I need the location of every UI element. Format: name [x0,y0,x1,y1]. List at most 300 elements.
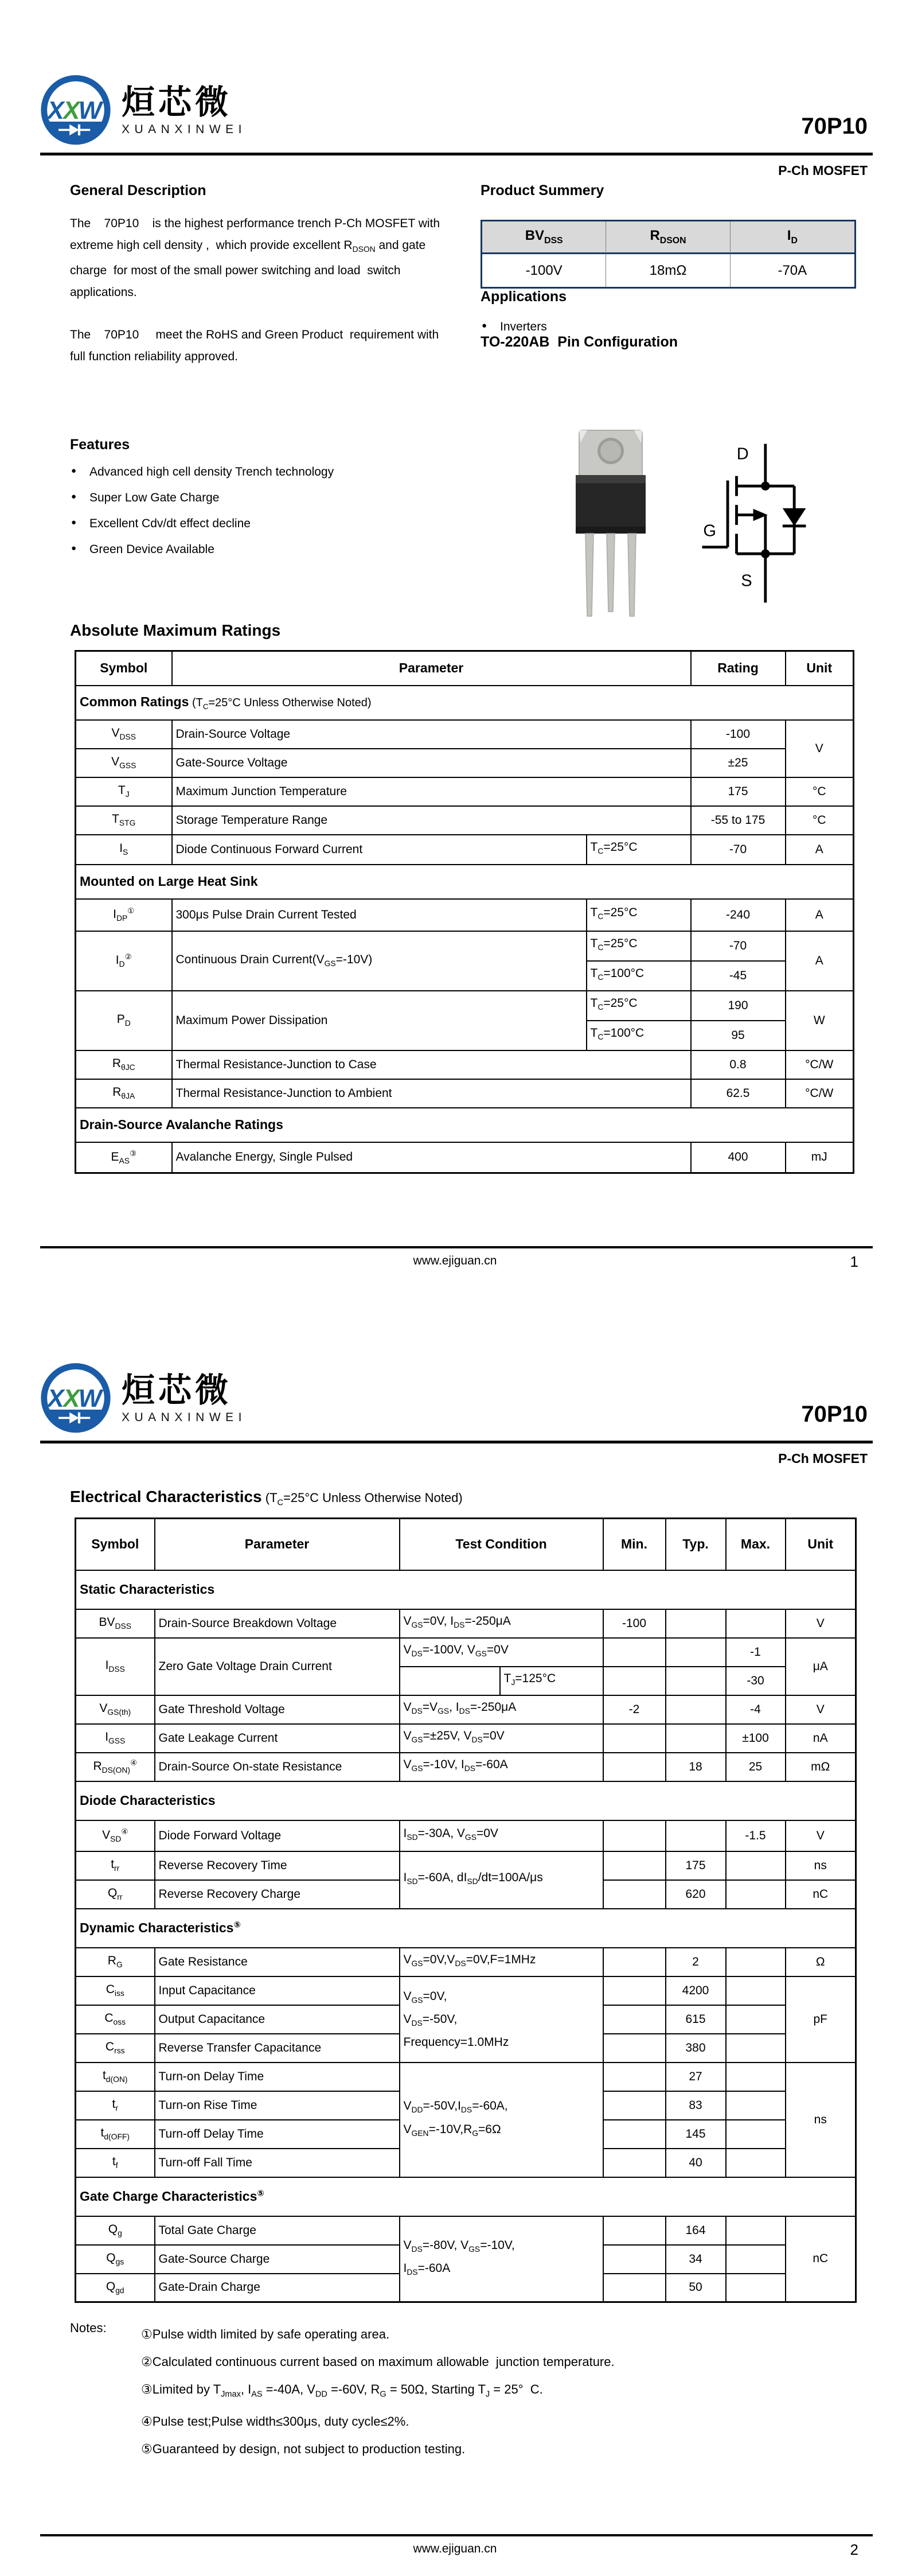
ec-crss-parameter: Reverse Transfer Capacitance [155,2034,400,2063]
section-title: Static Characteristics [80,1582,215,1597]
ec-rg-condition: $V_{GS}=0V,V_{DS}=0V,F=1MHz$ [400,1948,603,1976]
cell-empty [603,2274,666,2302]
ec-ciss-parameter: Input Capacitance [155,1976,400,2005]
logo-text [122,1361,247,1425]
features-title: Features [70,437,130,453]
ec-coss-symbol: $C_{oss}$ [76,2005,155,2034]
cell-empty [603,1976,666,2005]
gate-pin-label: G [703,522,717,540]
ec-qrr-typ: 620 [666,1880,726,1909]
datasheet-page-2 [0,1288,910,2576]
abs-idp-unit: A [786,899,854,931]
right-column [481,182,859,351]
ec-header-parameter: Parameter [155,1519,400,1570]
abs-pd-condition-25c: $T_C=25^\circ C$ [587,991,691,1021]
feature-item: ● Super Low Gate Charge [70,491,450,505]
ec-qg-symbol: $Q_g$ [76,2216,155,2245]
footer-website: www.ejiguan.cn [413,2542,497,2555]
ec-idss-symbol: $I_{DSS}$ [76,1638,155,1695]
cell-empty [603,2063,666,2091]
table-row [76,1638,856,1667]
ec-vsd-parameter: Diode Forward Voltage [155,1820,400,1851]
abs-idp-parameter: 300μs Pulse Drain Current Tested [172,899,587,931]
ec-qgd-typ: 50 [666,2274,726,2302]
abs-header-unit: Unit [786,651,854,686]
ec-tr-symbol: $t_r$ [76,2091,155,2120]
ec-header-typ: Typ. [666,1519,726,1570]
ec-header-min: Min. [603,1519,666,1570]
cell-empty [400,1667,500,1695]
cell-empty [666,1724,726,1753]
cell-empty [666,1609,726,1638]
cell-empty [726,1976,786,2005]
ec-igss-symbol: $I_{GSS}$ [76,1724,155,1753]
ec-section-static [76,1570,856,1609]
ec-qg-typ: 164 [666,2216,726,2245]
table-row [76,2063,856,2091]
cell-empty [726,2274,786,2302]
ec-section-dynamic [76,1909,856,1948]
abs-rthja-parameter: Thermal Resistance-Junction to Ambient [172,1079,691,1108]
table-header-row [76,1519,856,1570]
cell-empty [603,2120,666,2149]
summary-value-rdson: 18mΩ [606,254,730,287]
table-row [76,1820,856,1851]
cell-empty [666,1667,726,1695]
section-title: Diode Characteristics [80,1793,216,1808]
logo-letter-x1: X [47,97,64,125]
ec-vsd-condition: $I_{SD}=-30A$, $V_{GS}=0V$ [400,1820,603,1851]
ec-trr-parameter: Reverse Recovery Time [155,1851,400,1880]
ec-bvdss-parameter: Drain-Source Breakdown Voltage [155,1609,400,1638]
part-number: 70P10 [801,114,868,139]
cell-empty [603,2149,666,2177]
ec-trr-typ: 175 [666,1851,726,1880]
cell-empty [603,1851,666,1880]
logo-mark-icon [38,1361,114,1437]
to220-package-photo [568,426,654,621]
table-row [76,749,854,777]
ec-idss-max-1: -1 [726,1638,786,1667]
abs-is-symbol: $I_S$ [76,835,172,865]
drain-pin-label: D [736,445,749,464]
ec-qrr-parameter: Reverse Recovery Charge [155,1880,400,1909]
note-item: ②Calculated continuous current based on maximum allowable junction temperature. [141,2355,615,2369]
abs-tj-unit: °C [786,777,854,806]
abs-section-avalanche [76,1108,854,1142]
abs-tj-symbol: $T_J$ [76,777,172,806]
ec-coss-typ: 615 [666,2005,726,2034]
ec-tdon-symbol: $t_{d(ON)}$ [76,2063,155,2091]
summary-header-id: $I_D$ [731,221,854,254]
note-item: ③Limited by $T_{Jmax}$, $I_{AS} =-40A$, $V_{DD} =-60V$, $R_G = 50\Omega$, Starting $T_J = 25^\circ$ C. [141,2382,543,2399]
ec-tf-parameter: Turn-off Fall Time [155,2149,400,2177]
ec-tdoff-typ: 145 [666,2120,726,2149]
logo-letter-x2: X [63,97,80,125]
applications-list [481,320,859,334]
electrical-characteristics-title [70,1488,463,1507]
ec-rdson-condition: $V_{GS}=-10V$, $I_{DS}=-60A$ [400,1753,603,1781]
table-section-row [76,1108,854,1142]
device-type: P-Ch MOSFET [778,163,868,178]
abs-id-parameter: Continuous Drain $Current(V_{GS}=-10V)$ [172,931,587,991]
ec-title-note: ($T_C=25^\circ C$ Unless Otherwise Noted) [261,1491,463,1508]
ec-qgd-parameter: Gate-Drain Charge [155,2274,400,2302]
note-item: ⑤Guaranteed by design, not subject to production testing. [141,2442,466,2457]
abs-rthja-rating: 62.5 [691,1079,786,1108]
abs-pd-unit: W [786,991,854,1050]
cell-empty [603,2091,666,2120]
abs-vdss-rating: -100 [691,720,786,749]
abs-tstg-symbol: $T_{STG}$ [76,806,172,835]
table-row [76,1851,856,1880]
ec-idss-condition-1: $V_{DS}=-100V$, $V_{GS}=0V$ [400,1638,603,1667]
ec-crss-symbol: $C_{rss}$ [76,2034,155,2063]
table-row [76,1695,856,1724]
cell-empty [726,2005,786,2034]
ec-qgs-symbol: $Q_{gs}$ [76,2245,155,2274]
cell-empty [726,2091,786,2120]
notes-list [141,2321,615,2463]
footer-website: www.ejiguan.cn [413,1254,497,1267]
table-section-row [76,1909,856,1948]
ec-header-unit: Unit [786,1519,856,1570]
table-section-row [76,686,854,720]
abs-vgss-parameter: Gate-Source Voltage [172,749,691,777]
ec-qgd-symbol: $Q_{gd}$ [76,2274,155,2302]
ec-section-gate-charge [76,2177,856,2216]
table-section-row [76,1570,856,1609]
ec-rg-typ: 2 [666,1948,726,1976]
ec-bvdss-condition: $V_{GS}=0V$, $I_{DS}=-250\mu A$ [400,1609,603,1638]
cell-empty [726,2120,786,2149]
ec-header-condition: Test Condition [400,1519,603,1570]
cell-empty [726,2034,786,2063]
features-list [70,465,450,557]
abs-id-symbol: $I_D^②$ [76,931,172,991]
header-rule [40,1441,873,1443]
ec-idss-condition-2: $T_J=125^\circ C$ [500,1667,603,1695]
cell-empty [603,1753,666,1781]
cell-empty [603,2034,666,2063]
ec-rdson-unit: mΩ [786,1753,856,1781]
body-diode [783,508,806,526]
abs-vdss-parameter: Drain-Source Voltage [172,720,691,749]
cell-empty [726,2063,786,2091]
pin-configuration-title: TO-220AB Pin Configuration [481,334,678,350]
ec-rg-symbol: $R_G$ [76,1948,155,1976]
footer-rule [40,2534,873,2536]
cell-empty [726,1851,786,1880]
cell-empty [603,1820,666,1851]
abs-eas-parameter: Avalanche Energy, Single Pulsed [172,1142,691,1173]
table-row [76,1079,854,1108]
section-title: Gate Charge Characteristics⑤ [80,2189,264,2204]
ec-switching-unit: ns [786,2063,856,2177]
brand-name-en: XUANXINWEI [122,1411,247,1424]
logo-mark-icon [38,73,114,149]
ec-igss-max: ±100 [726,1724,786,1753]
cell-empty [603,2005,666,2034]
brand-name-cn: 烜芯微 [122,1372,232,1409]
feature-item: ● Excellent Cdv/dt effect decline [70,517,450,531]
table-row [76,1142,854,1173]
ec-trr-qrr-condition: $I_{SD}=-60A$, $dI_{SD}/dt=100A/\mu s$ [400,1851,603,1909]
cell-empty [603,1667,666,1695]
cell-empty [726,1880,786,1909]
cell-empty [726,1609,786,1638]
ec-charge-condition: $V_{DS}=-80V$, $V_{GS}=-10V$, $I_{DS}=-60A$ [400,2216,603,2302]
footer-page-number: 1 [850,1253,858,1270]
abs-header-rating: Rating [691,651,786,686]
ec-header-symbol: Symbol [76,1519,155,1570]
ec-tdoff-parameter: Turn-off Delay Time [155,2120,400,2149]
ec-rdson-typ: 18 [666,1753,726,1781]
table-row [76,1609,856,1638]
abs-pd-symbol: $P_D$ [76,991,172,1050]
cell-empty [666,1638,726,1667]
table-row [76,1724,856,1753]
ec-rg-unit: Ω [786,1948,856,1976]
feature-item: ● Green Device Available [70,543,450,557]
application-item: ● Inverters [481,320,859,334]
footer-rule [40,1246,873,1248]
ec-rdson-max: 25 [726,1753,786,1781]
abs-rthjc-parameter: Thermal Resistance-Junction to Case [172,1050,691,1079]
section-title: Mounted on Large Heat Sink [80,874,258,889]
abs-is-unit: A [786,835,854,865]
table-section-row [76,865,854,899]
ec-capacitance-condition: $V_{GS}=0V$, $V_{DS}=-50V$, Frequency=1.0MHz [400,1976,603,2063]
table-row [482,221,854,254]
cell-empty [726,2245,786,2274]
ec-tdoff-symbol: $t_{d(OFF)}$ [76,2120,155,2149]
ec-idss-unit: μA [786,1638,856,1695]
abs-id-rating-25c: -70 [691,931,786,961]
ec-header-max: Max. [726,1519,786,1570]
abs-max-title: Absolute Maximum Ratings [70,621,281,639]
abs-tj-rating: 175 [691,777,786,806]
abs-idp-rating: -240 [691,899,786,931]
note-item: ④Pulse test;Pulse width≤300μs, duty cycle≤2%. [141,2414,409,2429]
table-row [76,806,854,835]
abs-is-parameter: Diode Continuous Forward Current [172,835,587,865]
applications-title: Applications [481,289,567,305]
ec-qrr-symbol: $Q_{rr}$ [76,1880,155,1909]
ec-vgsth-max: -4 [726,1695,786,1724]
ec-igss-condition: $V_{GS}=\pm 25V$, $V_{DS}=0V$ [400,1724,603,1753]
header-rule [40,153,873,155]
ec-rg-parameter: Gate Resistance [155,1948,400,1976]
source-pin-label: S [741,571,752,590]
abs-vdss-vgss-unit: V [786,720,854,777]
abs-idp-condition: $T_C=25^\circ C$ [587,899,691,931]
abs-tstg-parameter: Storage Temperature Range [172,806,691,835]
product-summary-title: Product Summery [481,182,604,199]
abs-pd-parameter: Maximum Power Dissipation [172,991,587,1050]
abs-tstg-rating: -55 to 175 [691,806,786,835]
ec-bvdss-unit: V [786,1609,856,1638]
logo-letter-x1: X [47,1385,64,1413]
cell-empty [603,1948,666,1976]
ec-tf-symbol: $t_f$ [76,2149,155,2177]
cell-empty [603,2216,666,2245]
table-row [76,720,854,749]
ec-trr-symbol: $t_{rr}$ [76,1851,155,1880]
table-row [76,835,854,865]
ec-vsd-unit: V [786,1820,856,1851]
ec-tf-typ: 40 [666,2149,726,2177]
company-logo [38,73,247,149]
feature-item: ● Advanced high cell density Trench technology [70,465,450,479]
abs-eas-rating: 400 [691,1142,786,1173]
table-row [76,1976,856,2005]
ec-qrr-unit: nC [786,1880,856,1909]
table-row [76,931,854,961]
cell-empty [726,2216,786,2245]
ec-qg-parameter: Total Gate Charge [155,2216,400,2245]
abs-id-condition-25c: $T_C=25^\circ C$ [587,931,691,961]
product-summary-table [481,220,856,289]
abs-vgss-rating: ±25 [691,749,786,777]
abs-idp-symbol: $I_{DP}^①$ [76,899,172,931]
cell-empty [603,1880,666,1909]
section-title: Dynamic Characteristics⑤ [80,1920,241,1936]
ec-vgsth-condition: $V_{DS}=V_{GS}$, $I_{DS}=-250\mu A$ [400,1695,603,1724]
brand-name-en: XUANXINWEI [122,123,247,136]
device-type: P-Ch MOSFET [778,1451,868,1466]
ec-igss-unit: nA [786,1724,856,1753]
footer-page-number: 2 [850,2541,858,2558]
part-number: 70P10 [801,1402,868,1427]
ec-qgs-typ: 34 [666,2245,726,2274]
general-description-title: General Description [70,182,206,199]
abs-tj-parameter: Maximum Junction Temperature [172,777,691,806]
logo-letter-x2: X [63,1385,80,1413]
logo-letter-w: W [78,97,102,125]
ec-bvdss-min: -100 [603,1609,666,1638]
abs-rthjc-unit: °C/W [786,1050,854,1079]
abs-tstg-unit: °C [786,806,854,835]
ec-vsd-symbol: $V_{SD}^④$ [76,1820,155,1851]
table-row [76,991,854,1021]
electrical-characteristics-table [75,1517,857,2303]
table-row [76,777,854,806]
ec-section-diode [76,1781,856,1820]
cell-empty [666,1820,726,1851]
table-row [482,254,854,287]
ec-ciss-symbol: $C_{iss}$ [76,1976,155,2005]
abs-is-condition: $T_C=25^\circ C$ [587,835,691,865]
table-header-row [76,651,854,686]
ec-vgsth-symbol: $V_{GS(th)}$ [76,1695,155,1724]
abs-section-heatsink [76,865,854,899]
ec-bvdss-symbol: $BV_{DSS}$ [76,1609,155,1638]
ec-switching-condition: $V_{DD}=-50V,I_{DS}=-60A$, $V_{GEN}=-10V,R_G=6\Omega$ [400,2063,603,2177]
summary-value-bvdss: -100V [482,254,606,287]
logo-text [122,73,247,137]
ec-tr-parameter: Turn-on Rise Time [155,2091,400,2120]
table-section-row [76,2177,856,2216]
notes-label: Notes: [70,2321,107,2335]
general-paragraph-2: The 70P10 meet the RoHS and Green Product requirement with full function reliability approved. [70,328,443,364]
absolute-maximum-ratings-table [75,650,854,1174]
abs-id-rating-100c: -45 [691,961,786,991]
table-row [76,2216,856,2245]
abs-id-unit: A [786,931,854,991]
abs-rthjc-symbol: $R_{\theta JC}$ [76,1050,172,1079]
ec-vgsth-parameter: Gate Threshold Voltage [155,1695,400,1724]
left-column [70,182,450,557]
cell-empty [603,1638,666,1667]
abs-pd-rating-100c: 95 [691,1021,786,1050]
brand-name-cn: 烜芯微 [122,84,232,121]
ec-rdson-symbol: $R_{DS(ON)}^④$ [76,1753,155,1781]
abs-is-rating: -70 [691,835,786,865]
cell-empty [603,1724,666,1753]
summary-header-rdson: $R_{DSON}$ [606,221,730,254]
abs-rthja-unit: °C/W [786,1079,854,1108]
cell-empty [726,2149,786,2177]
abs-header-parameter: Parameter [172,651,691,686]
notes-block [70,2321,615,2463]
ec-tr-typ: 83 [666,2091,726,2120]
abs-pd-rating-25c: 190 [691,991,786,1021]
general-paragraph-1: The 70P10 is the highest performance trench P-Ch MOSFET with extreme high cell density , which provide excellent $R_{DSON}$ and gate charge for most of the small power switching and load switch applications. [70,217,443,299]
ec-vsd-max: -1.5 [726,1820,786,1851]
ec-rdson-parameter: Drain-Source On-state Resistance [155,1753,400,1781]
company-logo [38,1361,247,1437]
ec-vgsth-unit: V [786,1695,856,1724]
ec-tdon-typ: 27 [666,2063,726,2091]
ec-vgsth-min: -2 [603,1695,666,1724]
abs-id-condition-100c: $T_C=100^\circ C$ [587,961,691,991]
mosfet-symbol-diagram [695,437,813,609]
table-row [76,1050,854,1079]
cell-empty [666,1695,726,1724]
note-item: ①Pulse width limited by safe operating area. [141,2327,390,2341]
ec-title-main: Electrical Characteristics [70,1488,262,1505]
ec-qgs-parameter: Gate-Source Charge [155,2245,400,2274]
ec-idss-parameter: Zero Gate Voltage Drain Current [155,1638,400,1695]
ec-trr-unit: ns [786,1851,856,1880]
ec-igss-parameter: Gate Leakage Current [155,1724,400,1753]
table-row [76,1753,856,1781]
table-section-row [76,1781,856,1820]
ec-tdon-parameter: Turn-on Delay Time [155,2063,400,2091]
summary-value-id: -70A [778,262,807,278]
ec-charge-unit: nC [786,2216,856,2302]
cell-empty [726,1948,786,1976]
abs-eas-unit: mJ [786,1142,854,1173]
section-note: ($T_C=25^\circ C$ Unless Otherwise Noted) [189,696,372,711]
abs-vgss-symbol: $V_{GSS}$ [76,749,172,777]
ec-ciss-typ: 4200 [666,1976,726,2005]
abs-eas-symbol: $E_{AS}^③$ [76,1142,172,1173]
section-title: Drain-Source Avalanche Ratings [80,1117,283,1132]
abs-vdss-symbol: $V_{DSS}$ [76,720,172,749]
summary-header-bvdss: $BV_{DSS}$ [482,221,606,254]
abs-rthjc-rating: 0.8 [691,1050,786,1079]
cell-empty [603,2245,666,2274]
abs-pd-condition-100c: $T_C=100^\circ C$ [587,1021,691,1050]
abs-header-symbol: Symbol [76,651,172,686]
abs-rthja-symbol: $R_{\theta JA}$ [76,1079,172,1108]
ec-crss-typ: 380 [666,2034,726,2063]
section-title: Common Ratings [80,694,189,709]
logo-letter-w: W [78,1385,102,1413]
ec-capacitance-unit: pF [786,1976,856,2063]
